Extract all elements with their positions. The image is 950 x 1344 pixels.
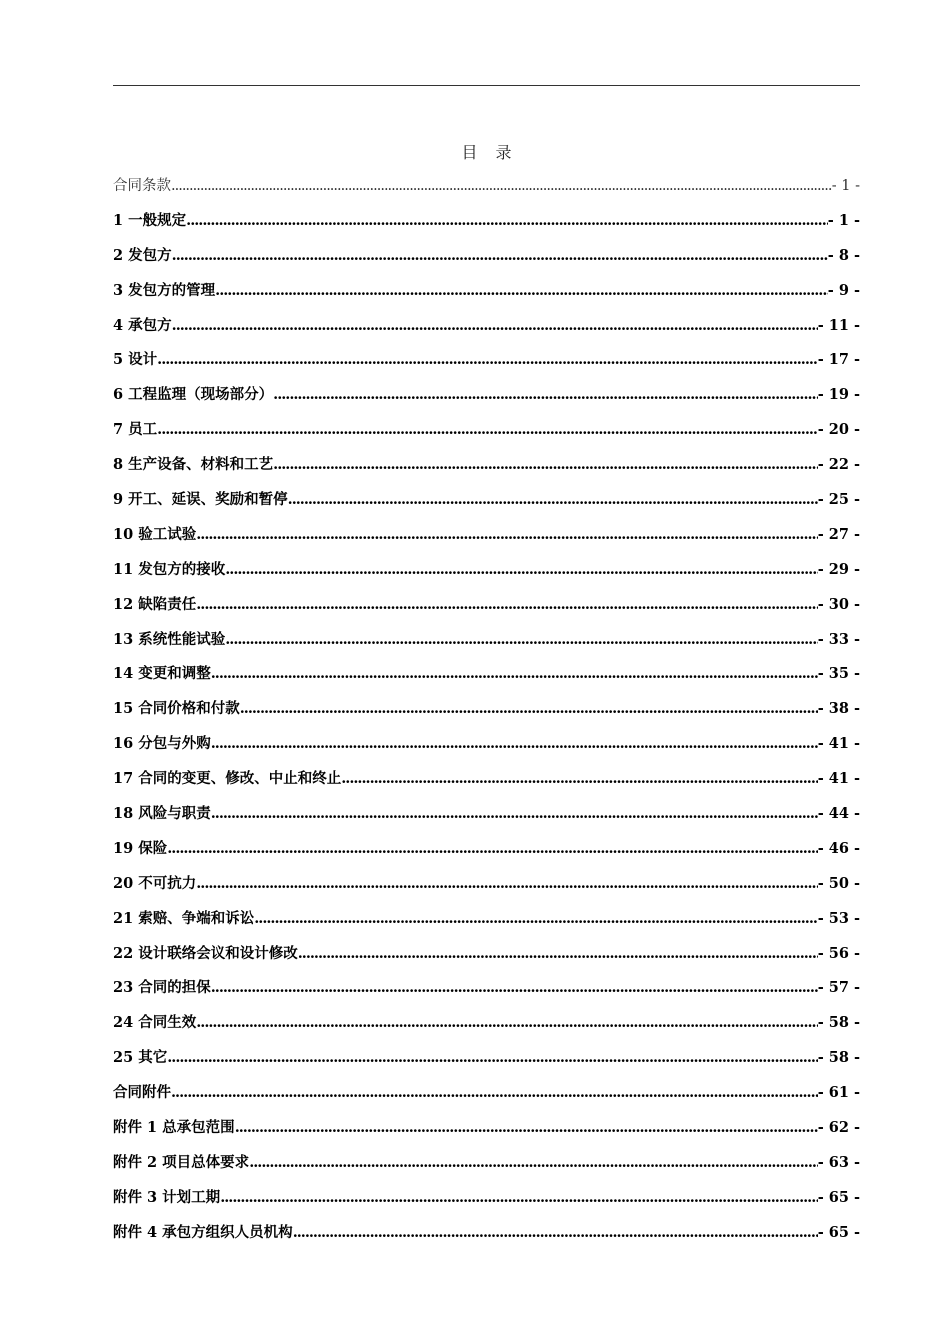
toc-dot-leader [225,628,817,652]
toc-dot-leader [235,1116,818,1140]
toc-entry-label: 18 风险与职责 [113,805,211,823]
toc-dot-leader [211,732,818,756]
toc-entry-label: 合同条款 [113,178,171,194]
toc-entry-label: 附件 3 计划工期 [113,1188,221,1206]
toc-entry[interactable] [113,453,860,488]
toc-entry-label: 12 缺陷责任 [113,595,197,613]
toc-dot-leader [240,697,818,721]
toc-dot-leader [167,837,817,861]
toc-dot-leader [196,593,817,617]
toc-title: 目录 [461,143,530,162]
toc-entry-label: 19 保险 [113,839,168,857]
toc-dot-leader [249,1151,818,1175]
toc-entry-label: 附件 2 项目总体要求 [113,1153,250,1171]
toc-dot-leader [220,1186,818,1210]
toc-dot-leader [171,174,832,198]
toc-entry[interactable] [113,523,860,558]
toc-entry-label: 16 分包与外购 [113,735,211,753]
toc-entry-label: 23 合同的担保 [113,979,211,997]
toc-entry[interactable] [113,593,860,628]
toc-entry-label: 附件 1 总承包范围 [113,1119,235,1137]
toc-entry-page-number: - 61 - [817,1084,860,1102]
toc-dot-leader [293,1221,818,1245]
toc-entry[interactable] [113,872,860,907]
toc-entry[interactable] [113,1186,860,1221]
toc-entry-page-number: - 41 - [817,770,860,788]
toc-entry-label: 9 开工、延误、奖励和暂停 [113,491,288,509]
toc-entry-label: 13 系统性能试验 [113,630,226,648]
toc-dot-leader [211,662,818,686]
toc-dot-leader [196,1011,817,1035]
toc-entry[interactable] [113,767,860,802]
toc-entry-page-number: - 58 - [817,1014,860,1032]
toc-entry-label: 5 设计 [113,351,158,369]
toc-entry-page-number: - 17 - [817,351,860,369]
toc-entry-page-number: - 65 - [817,1223,860,1241]
toc-entry-page-number: - 57 - [817,979,860,997]
toc-dot-leader [171,1081,818,1105]
toc-entry[interactable] [113,1116,860,1151]
toc-dot-leader [186,209,828,233]
toc-dot-leader [273,453,818,477]
toc-entry[interactable] [113,802,860,837]
toc-entry[interactable] [113,418,860,453]
toc-entry-page-number: - 8 - [827,246,860,264]
toc-entry-label: 7 员工 [113,421,158,439]
toc-entry-page-number: - 41 - [817,735,860,753]
toc-entry-label: 24 合同生效 [113,1014,197,1032]
toc-dot-leader [211,976,818,1000]
toc-entry-page-number: - 50 - [817,874,860,892]
toc-entry[interactable] [113,1081,860,1116]
toc-dot-leader [157,348,818,372]
toc-dot-leader [196,523,817,547]
toc-list [113,174,860,1256]
toc-entry[interactable] [113,837,860,872]
toc-entry-page-number: - 46 - [817,839,860,857]
toc-entry-page-number: - 29 - [817,560,860,578]
toc-entry-label: 8 生产设备、材料和工艺 [113,456,274,474]
toc-entry-label: 11 发包方的接收 [113,560,226,578]
toc-entry[interactable] [113,279,860,314]
toc-entry-page-number: - 44 - [817,805,860,823]
toc-entry[interactable] [113,628,860,663]
toc-dot-leader [298,942,818,966]
toc-dot-leader [211,802,818,826]
toc-entry-label: 22 设计联络会议和设计修改 [113,944,298,962]
toc-entry-label: 17 合同的变更、修改、中止和终止 [113,770,342,788]
toc-entry[interactable] [113,907,860,942]
toc-dot-leader [273,383,818,407]
toc-entry-label: 21 索赔、争端和诉讼 [113,909,255,927]
toc-dot-leader [172,244,828,268]
toc-entry-label: 25 其它 [113,1049,168,1067]
toc-entry-page-number: - 33 - [817,630,860,648]
toc-entry[interactable] [113,558,860,593]
toc-entry-label: 2 发包方 [113,246,172,264]
toc-entry-page-number: - 27 - [817,525,860,543]
toc-entry-label: 附件 4 承包方组织人员机构 [113,1223,293,1241]
toc-entry[interactable] [113,314,860,349]
toc-dot-leader [288,488,818,512]
toc-entry-page-number: - 19 - [817,386,860,404]
toc-entry-page-number: - 62 - [817,1119,860,1137]
toc-entry-page-number: - 20 - [817,421,860,439]
toc-entry[interactable] [113,383,860,418]
toc-entry[interactable] [113,174,860,209]
toc-entry[interactable] [113,942,860,977]
toc-entry-label: 4 承包方 [113,316,172,334]
toc-entry-label: 合同附件 [113,1084,171,1102]
toc-entry[interactable] [113,488,860,523]
toc-dot-leader [167,1046,817,1070]
toc-entry-label: 6 工程监理（现场部分） [113,386,274,404]
toc-entry[interactable] [113,209,860,244]
toc-entry-page-number: - 22 - [817,456,860,474]
toc-dot-leader [157,418,818,442]
toc-entry-page-number: - 11 - [817,316,860,334]
header-rule [113,85,860,86]
toc-entry-page-number: - 1 - [831,178,860,194]
toc-entry[interactable] [113,244,860,279]
toc-entry-label: 3 发包方的管理 [113,281,216,299]
toc-dot-leader [254,907,817,931]
toc-dot-leader [215,279,828,303]
toc-entry-page-number: - 38 - [817,700,860,718]
toc-entry[interactable] [113,348,860,383]
toc-entry[interactable] [113,662,860,697]
toc-entry-page-number: - 1 - [827,211,860,229]
toc-dot-leader [172,314,818,338]
toc-entry[interactable] [113,732,860,767]
toc-dot-leader [341,767,817,791]
toc-entry-page-number: - 30 - [817,595,860,613]
toc-dot-leader [225,558,817,582]
toc-entry[interactable] [113,1151,860,1186]
toc-entry-page-number: - 25 - [817,491,860,509]
toc-entry[interactable] [113,1011,860,1046]
toc-entry-label: 1 一般规定 [113,211,187,229]
toc-entry-label: 14 变更和调整 [113,665,211,683]
toc-entry[interactable] [113,697,860,732]
toc-entry-page-number: - 63 - [817,1153,860,1171]
toc-entry[interactable] [113,976,860,1011]
toc-entry-page-number: - 35 - [817,665,860,683]
toc-entry[interactable] [113,1046,860,1081]
toc-entry-label: 15 合同价格和付款 [113,700,240,718]
toc-entry-label: 10 验工试验 [113,525,197,543]
toc-entry-page-number: - 58 - [817,1049,860,1067]
toc-entry-page-number: - 9 - [827,281,860,299]
toc-entry-page-number: - 65 - [817,1188,860,1206]
toc-entry[interactable] [113,1221,860,1256]
toc-entry-page-number: - 56 - [817,944,860,962]
toc-dot-leader [196,872,817,896]
toc-entry-label: 20 不可抗力 [113,874,197,892]
toc-entry-page-number: - 53 - [817,909,860,927]
